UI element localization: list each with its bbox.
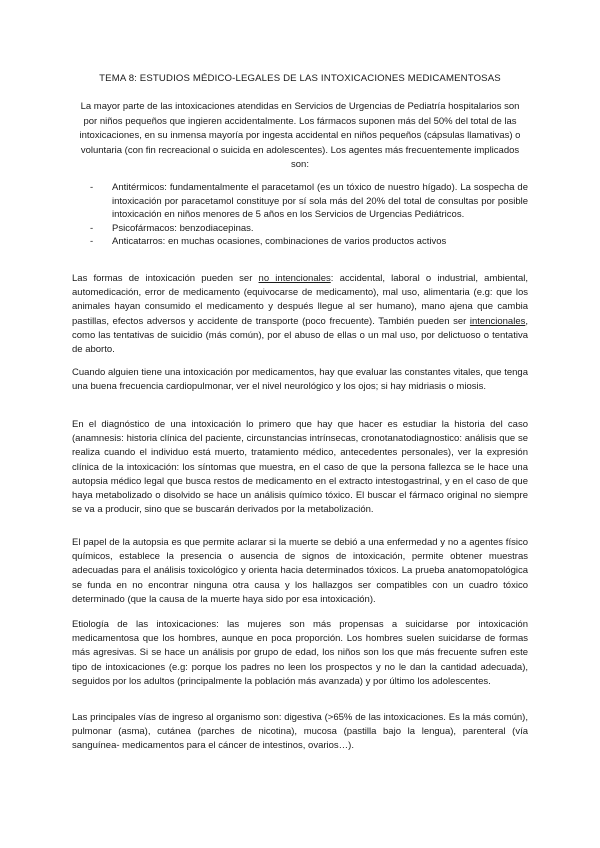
forms-text-2: : accidental, laboral o industrial, ambiental, automedicación, error de medicamento (equivocarse de medicamento), mal uso, alimentaria (e.g: que los animales hayan consumido el medicamento y después llegue al ser humano), mano ajena que cambia pastillas, efectos adversos y accidente de transporte (poco frecuente). También pueden ser [72, 273, 528, 327]
underlined-term-no-intencionales: no intencionales [258, 273, 331, 284]
underlined-term-intencionales: intencionales [469, 315, 526, 327]
routes-paragraph: Las principales vías de ingreso al organismo son: digestiva (>65% de las intoxicaciones. Es la más común), pulmonar (asma), cutánea (parches de nicotina), mucosa (pastilla bajo la lengua), parenteral (vía sanguínea- medicamentos para el cáncer de intestinos, ovarios…). [72, 712, 528, 752]
forms-text-1: Las formas de intoxicación pueden ser [72, 273, 259, 284]
list-item: - Psicofármacos: benzodiacepinas. [90, 222, 528, 236]
vital-signs-paragraph: Cuando alguien tiene una intoxicación por medicamentos, hay que evaluar las constantes vitales, que tenga una buena frecuencia cardiopulmonar, ver el nivel neurológico y los ojos; si hay midriasis o miosis. [72, 367, 528, 393]
etiology-paragraph: Etiología de las intoxicaciones: las mujeres son más propensas a suicidarse por intoxicación medicamentosa que los hombres, aunque en poca proporción. Los hombres suelen suicidarse de formas más agresivas. Si se hace un análisis por grupo de edad, los niños son los que más frecuente sufren este tipo de intoxicaciones (e.g: porque los padres no leen los prospectos y no le dan la cantidad adecuada), seguidos por los adultos (principalmente la población más avanzada) y por último los adolescentes. [72, 619, 528, 687]
agents-list [90, 181, 528, 249]
forms-text-3: , como las tentativas de suicidio (más común), por el abuso de ellas o un mal uso, por delictuoso o tentativa de aborto. [72, 315, 528, 356]
list-item: - Anticatarros: en muchas ocasiones, combinaciones de varios productos activos [90, 235, 528, 249]
forms-paragraph [72, 272, 528, 357]
list-item: - Antitérmicos: fundamentalmente el paracetamol (es un tóxico de nuestro hígado). La sospecha de intoxicación por paracetamol constituye por sí sola más del 20% del total de consultas por posible intoxicación en niños menores de 5 años en los Servicios de Urgencias Pediátricos. [90, 181, 528, 222]
document-title: TEMA 8: ESTUDIOS MÉDICO-LEGALES DE LAS INTOXICACIONES MEDICAMENTOSAS [99, 73, 501, 84]
intro-paragraph: La mayor parte de las intoxicaciones atendidas en Servicios de Urgencias de Pediatría hospitalarios son por niños pequeños que ingieren accidentalmente. Los fármacos suponen más del 50% del total de las intoxicaciones, en su inmensa mayoría por ingesta accidental en niños pequeños (cápsulas llamativas) o voluntaria (con fin recreacional o suicida en adolescentes). Los agentes más frecuentemente implicados son: [79, 101, 521, 170]
autopsy-paragraph: El papel de la autopsia es que permite aclarar si la muerte se debió a una enfermedad y no a agentes físico químicos, establece la presencia o ausencia de signos de intoxicación, permite obtener muestras adecuadas para el análisis toxicológico y orienta hacia determinados tóxicos. La prueba anatomopatológica se funda en no encontrar ninguna otra causa y los hallazgos ser compatibles con un cuadro tóxico determinado (que la causa de la muerte haya sido por esa intoxicación). [72, 537, 528, 605]
diagnosis-paragraph: En el diagnóstico de una intoxicación lo primero que hay que hacer es estudiar la historia del caso (anamnesis: historia clínica del paciente, circunstancias intrínsecas, cronotanatodiagnostico: análisis que se realiza cuando el individuo está muerto, tratamiento médico, antecedentes personales), ver la expresión clínica de la intoxicación: los síntomas que muestra, en el caso de que la persona fallezca se le hace una autopsia médico legal que busca restos de medicamento en el extracto intestogastrinal, y en el caso de que haya metabolizado o disolvido se hace un análisis químico tóxico. El buscar el fármaco original no siempre se va a producir, sino que se buscarán derivados por la metabolización. [72, 419, 528, 516]
